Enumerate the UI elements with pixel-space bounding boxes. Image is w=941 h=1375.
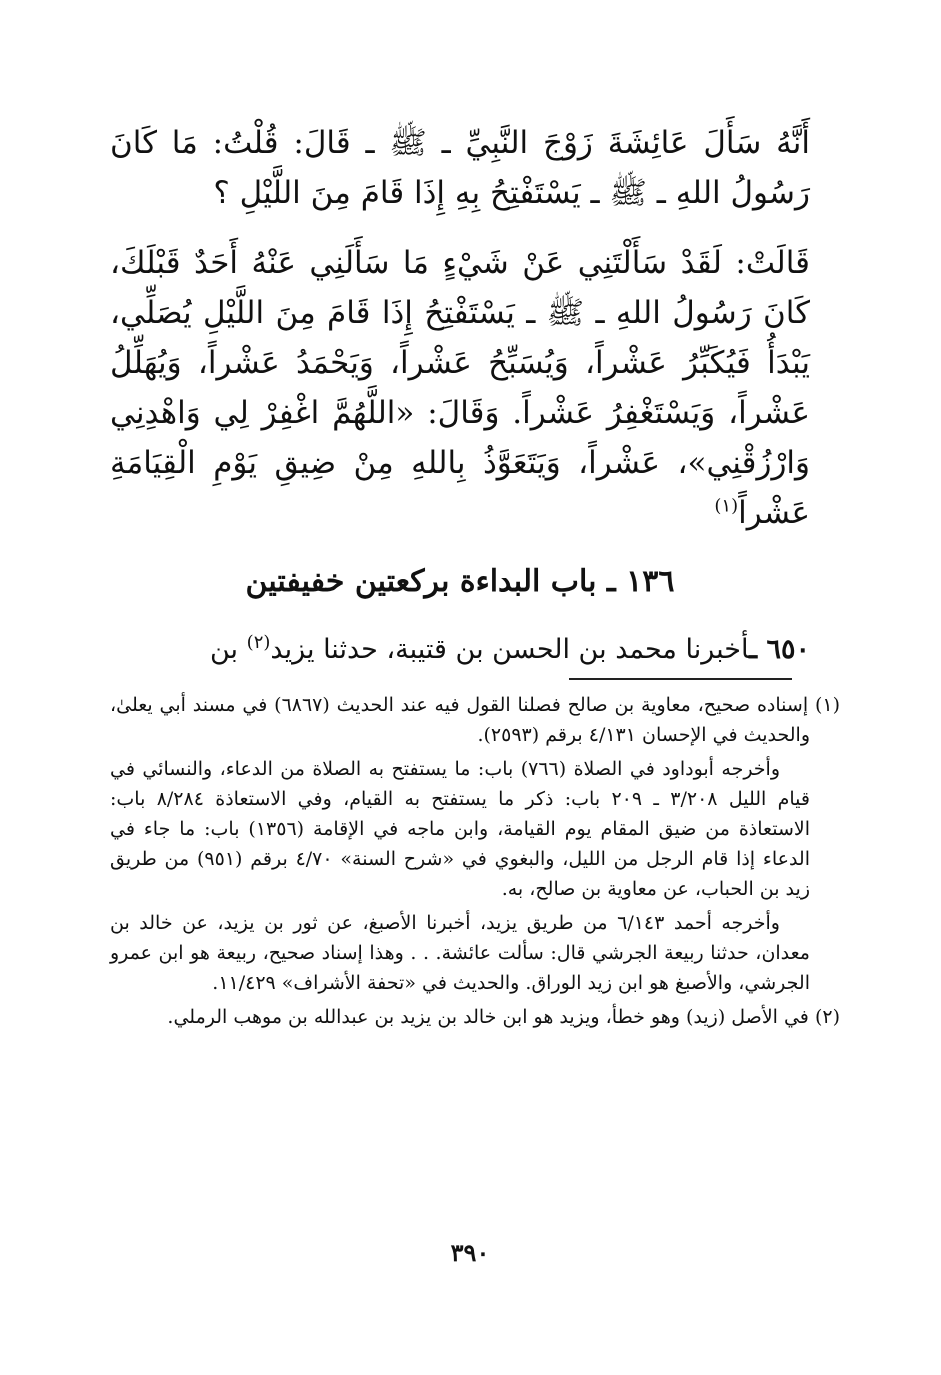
footnote-1 xyxy=(110,690,840,750)
page-number: ٣٩٠ xyxy=(450,1238,490,1267)
hadith-paragraph-2 xyxy=(110,238,810,538)
hadith-paragraph-1 xyxy=(110,118,810,218)
footnote-2 xyxy=(110,1002,840,1032)
paragraph-1-text: أَنَّهُ سَأَلَ عَائِشَةَ زَوْجَ النَّبِيِّ ـ ﷺ ـ قَالَ: قُلْتُ: مَا كَانَ رَسُولُ اللهِ ـ ﷺ ـ يَسْتَفْتِحُ بِهِ إِذَا قَامَ مِنَ اللَّيْلِ ؟ xyxy=(110,125,810,211)
footnote-marker-2: (٢) xyxy=(246,632,271,653)
paragraph-2-text: قَالَتْ: لَقَدْ سَأَلْتَنِي عَنْ شَيْءٍ مَا سَأَلَنِي عَنْهُ أَحَدٌ قَبْلَكَ، كَانَ رَسُولُ اللهِ ـ ﷺ ـ يَسْتَفْتِحُ إِذَا قَامَ مِنَ اللَّيْلِ يُصَلِّي، يَبْدَأُ فَيُكَبِّرُ عَشْراً، وَيُسَبِّحُ عَشْراً، وَيَحْمَدُ عَشْراً، وَيُهَلِّلُ عَشْراً، وَيَسْتَغْفِرُ عَشْراً. وَقَالَ: «اللَّهُمَّ اغْفِرْ لِي وَاهْدِنِي وَارْزُقْنِي»، عَشْراً، وَيَتَعَوَّذُ بِاللهِ مِنْ ضِيقِ يَوْمِ الْقِيَامَةِ عَشْراً xyxy=(110,245,810,531)
footnote-separator xyxy=(569,678,792,680)
footnote-1-paragraph-3: وأخرجه أحمد ٦/١٤٣ من طريق يزيد، أخبرنا الأصبغ، عن ثور بن يزيد، عن خالد بن معدان، حدثنا ربيعة الجرشي قال: سألت عائشة. . . وهذا إسناد صحيح، ربيعة هو ابن عمرو الجرشي، والأصبغ هو ابن زيد الوراق. والحديث في «تحفة الأشراف» ١١/٤٢٩. xyxy=(110,912,810,994)
hadith-opening-line xyxy=(110,628,810,672)
chapter-title: ١٣٦ ـ باب البداءة بركعتين خفيفتين xyxy=(245,564,675,599)
footnote-2-number: (٢) xyxy=(814,1006,840,1028)
hadith-number: ٦٥٠ ـ xyxy=(749,634,810,665)
footnote-marker-1: (١) xyxy=(714,495,739,517)
footnote-1-text: إسناده صحيح، معاوية بن صالح فصلنا القول فيه عند الحديث (٦٨٦٧) في مسند أبي يعلىٰ، والحديث في الإحسان ٤/١٣١ برقم (٢٥٩٣). xyxy=(110,694,810,746)
footnote-1-paragraph-2: وأخرجه أبوداود في الصلاة (٧٦٦) باب: ما يستفتح به الصلاة من الدعاء، والنسائي في قيام الليل ٣/٢٠٨ ـ ٢٠٩ باب: ذكر ما يستفتح به القيام، وفي الاستعاذة ٨/٢٨٤ باب: الاستعاذة من ضيق المقام يوم القيامة، وابن ماجه في الإقامة (١٣٥٦) باب: ما جاء في الدعاء إذا قام الرجل من الليل، والبغوي في «شرح السنة» ٤/٧٠ برقم (٩٥١) من طريق زيد بن الحباب، عن معاوية بن صالح، به. xyxy=(110,758,810,900)
footnote-2-text: في الأصل (زيد) وهو خطأ، ويزيد هو ابن خالد بن يزيد بن عبدالله بن موهب الرملي. xyxy=(167,1006,809,1028)
footnote-1-number: (١) xyxy=(814,694,841,716)
hadith-opening-text: أخبرنا محمد بن الحسن بن قتيبة، حدثنا يزيد xyxy=(270,634,750,665)
footnotes-section xyxy=(110,690,840,1036)
hadith-opening-tail: بن xyxy=(210,634,247,665)
